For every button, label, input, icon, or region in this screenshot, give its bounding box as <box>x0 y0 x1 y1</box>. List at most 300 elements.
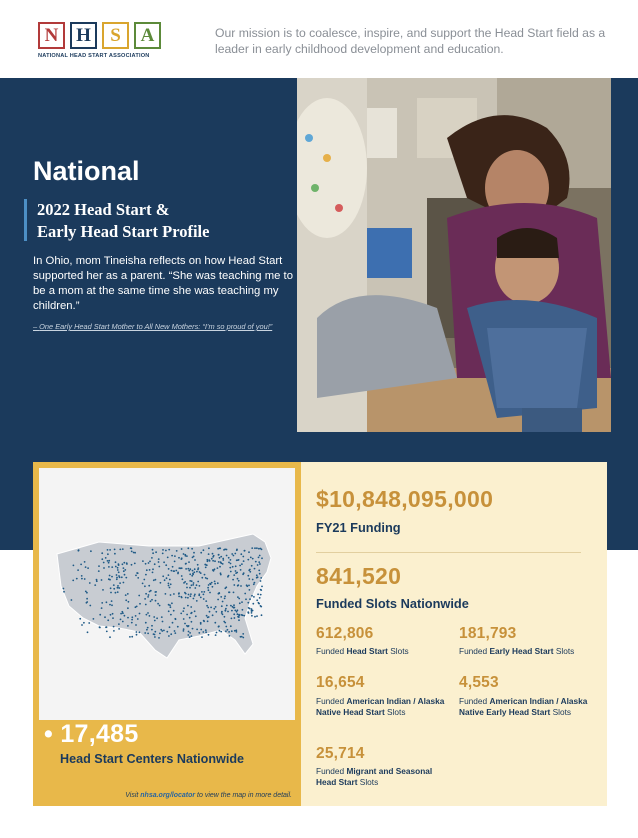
center-location-dot <box>241 601 243 603</box>
center-location-dot <box>152 549 154 551</box>
center-location-dot <box>117 567 119 569</box>
center-location-dot <box>135 615 137 617</box>
center-location-dot <box>256 599 258 601</box>
center-location-dot <box>117 585 119 587</box>
center-location-dot <box>226 555 228 557</box>
center-location-dot <box>189 617 191 619</box>
center-location-dot <box>136 572 138 574</box>
center-location-dot <box>147 596 149 598</box>
center-location-dot <box>164 579 166 581</box>
center-location-dot <box>212 614 214 616</box>
center-location-dot <box>159 605 161 607</box>
center-location-dot <box>208 616 210 618</box>
center-location-dot <box>96 579 98 581</box>
mission-statement: Our mission is to coalesce, inspire, and support the Head Start field as a leader in early childhood development and education. <box>215 26 606 56</box>
center-location-dot <box>121 611 123 613</box>
center-location-dot <box>168 574 170 576</box>
center-location-dot <box>235 565 237 567</box>
center-location-dot <box>219 630 221 632</box>
center-location-dot <box>84 578 86 580</box>
center-location-dot <box>83 622 85 624</box>
center-location-dot <box>237 613 239 615</box>
center-location-dot <box>108 578 110 580</box>
center-location-dot <box>251 612 253 614</box>
center-location-dot <box>192 557 194 559</box>
center-location-dot <box>111 600 113 602</box>
center-location-dot <box>215 634 217 636</box>
center-location-dot <box>188 561 190 563</box>
center-location-dot <box>260 577 262 579</box>
profile-subtitle-line1: 2022 Head Start & <box>37 200 170 219</box>
center-location-dot <box>183 618 185 620</box>
center-location-dot <box>158 558 160 560</box>
center-location-dot <box>103 562 105 564</box>
center-location-dot <box>123 570 125 572</box>
center-location-dot <box>160 582 162 584</box>
center-location-dot <box>259 573 261 575</box>
center-location-dot <box>190 593 192 595</box>
center-location-dot <box>99 614 101 616</box>
center-location-dot <box>197 567 199 569</box>
slots-label: Funded Slots Nationwide <box>316 596 469 611</box>
center-location-dot <box>168 635 170 637</box>
center-location-dot <box>212 553 214 555</box>
center-location-dot <box>139 613 141 615</box>
center-location-dot <box>217 582 219 584</box>
center-location-dot <box>89 605 91 607</box>
center-location-dot <box>201 591 203 593</box>
center-location-dot <box>81 575 83 577</box>
center-location-dot <box>169 604 171 606</box>
center-location-dot <box>208 584 210 586</box>
center-location-dot <box>188 594 190 596</box>
hs-slots-label <box>316 646 456 657</box>
center-location-dot <box>203 591 205 593</box>
center-location-dot <box>63 588 65 590</box>
center-location-dot <box>109 575 111 577</box>
center-location-dot <box>256 577 258 579</box>
center-location-dot <box>136 634 138 636</box>
center-location-dot <box>142 583 144 585</box>
center-location-dot <box>188 570 190 572</box>
migrant-slots-label-post: Slots <box>357 777 379 787</box>
center-location-dot <box>135 575 137 577</box>
center-location-dot <box>108 562 110 564</box>
center-location-dot <box>186 625 188 627</box>
center-location-dot <box>107 560 109 562</box>
center-location-dot <box>168 568 170 570</box>
center-location-dot <box>228 562 230 564</box>
hs-slots-value: 612,806 <box>316 625 374 642</box>
center-location-dot <box>154 631 156 633</box>
center-location-dot <box>234 617 236 619</box>
us-centers-map[interactable] <box>39 468 295 720</box>
center-location-dot <box>220 556 222 558</box>
center-location-dot <box>199 571 201 573</box>
center-location-dot <box>151 625 153 627</box>
center-location-dot <box>211 558 213 560</box>
center-location-dot <box>101 607 103 609</box>
center-location-dot <box>220 596 222 598</box>
center-location-dot <box>252 603 254 605</box>
center-location-dot <box>158 637 160 639</box>
center-location-dot <box>259 555 261 557</box>
center-location-dot <box>81 624 83 626</box>
center-location-dot <box>230 625 232 627</box>
center-location-dot <box>258 557 260 559</box>
us-map-graphic <box>39 468 295 720</box>
center-location-dot <box>248 551 250 553</box>
center-location-dot <box>207 587 209 589</box>
center-location-dot <box>166 631 168 633</box>
center-location-dot <box>117 569 119 571</box>
center-location-dot <box>117 591 119 593</box>
center-location-dot <box>116 577 118 579</box>
center-location-dot <box>218 626 220 628</box>
center-location-dot <box>198 632 200 634</box>
center-location-dot <box>247 575 249 577</box>
center-location-dot <box>205 631 207 633</box>
center-location-dot <box>233 584 235 586</box>
center-location-dot <box>191 612 193 614</box>
center-location-dot <box>112 613 114 615</box>
center-location-dot <box>154 563 156 565</box>
center-location-dot <box>149 591 151 593</box>
center-location-dot <box>174 630 176 632</box>
center-location-dot <box>153 579 155 581</box>
center-location-dot <box>171 570 173 572</box>
nhsa-logo <box>38 22 178 59</box>
center-location-dot <box>154 636 156 638</box>
center-location-dot <box>191 584 193 586</box>
center-location-dot <box>251 595 253 597</box>
center-location-dot <box>173 610 175 612</box>
center-location-dot <box>212 586 214 588</box>
center-location-dot <box>147 633 149 635</box>
center-location-dot <box>188 625 190 627</box>
center-location-dot <box>248 569 250 571</box>
center-location-dot <box>231 553 233 555</box>
center-location-dot <box>204 574 206 576</box>
center-location-dot <box>169 587 171 589</box>
center-location-dot <box>212 569 214 571</box>
center-location-dot <box>87 631 89 633</box>
center-location-dot <box>172 566 174 568</box>
center-location-dot <box>243 615 245 617</box>
center-location-dot <box>200 623 202 625</box>
center-location-dot <box>117 587 119 589</box>
center-location-dot <box>197 564 199 566</box>
center-location-dot <box>260 589 262 591</box>
center-location-dot <box>251 615 253 617</box>
center-location-dot <box>161 630 163 632</box>
center-location-dot <box>144 598 146 600</box>
center-location-dot <box>231 618 233 620</box>
center-location-dot <box>111 576 113 578</box>
center-location-dot <box>171 602 173 604</box>
center-location-dot <box>168 549 170 551</box>
center-location-dot <box>232 579 234 581</box>
center-location-dot <box>168 585 170 587</box>
center-location-dot <box>254 582 256 584</box>
ehs-slots-label-post: Slots <box>553 646 575 656</box>
center-location-dot <box>185 597 187 599</box>
center-location-dot <box>214 568 216 570</box>
center-location-dot <box>145 622 147 624</box>
center-location-dot <box>63 591 65 593</box>
center-location-dot <box>152 552 154 554</box>
center-location-dot <box>102 589 104 591</box>
center-location-dot <box>174 632 176 634</box>
center-location-dot <box>113 626 115 628</box>
center-location-dot <box>234 610 236 612</box>
center-location-dot <box>124 569 126 571</box>
center-location-dot <box>237 609 239 611</box>
center-location-dot <box>260 605 262 607</box>
center-location-dot <box>228 575 230 577</box>
map-locator-note <box>60 792 292 799</box>
center-location-dot <box>118 575 120 577</box>
ehs-slots-label-bold: Early Head Start <box>489 646 554 656</box>
center-location-dot <box>260 594 262 596</box>
center-location-dot <box>237 585 239 587</box>
center-location-dot <box>257 564 259 566</box>
logo-block-n: N <box>38 22 65 49</box>
center-location-dot <box>115 561 117 563</box>
center-location-dot <box>152 568 154 570</box>
center-location-dot <box>86 598 88 600</box>
center-location-dot <box>248 607 250 609</box>
center-location-dot <box>181 575 183 577</box>
center-location-dot <box>176 550 178 552</box>
center-location-dot <box>234 630 236 632</box>
center-location-dot <box>196 629 198 631</box>
center-location-dot <box>106 631 108 633</box>
center-location-dot <box>144 632 146 634</box>
aian-hs-slots-label-bold: American Indian / Alaska Native Head Start <box>316 696 445 717</box>
center-location-dot <box>219 547 221 549</box>
center-location-dot <box>145 604 147 606</box>
center-location-dot <box>254 616 256 618</box>
center-location-dot <box>134 563 136 565</box>
center-location-dot <box>215 606 217 608</box>
migrant-slots-label <box>316 766 446 788</box>
center-location-dot <box>131 636 133 638</box>
locator-link[interactable]: nhsa.org/locator <box>140 792 196 799</box>
center-location-dot <box>198 593 200 595</box>
center-location-dot <box>242 609 244 611</box>
center-location-dot <box>185 563 187 565</box>
center-location-dot <box>131 551 133 553</box>
center-location-dot <box>122 563 124 565</box>
center-location-dot <box>185 568 187 570</box>
center-location-dot <box>109 549 111 551</box>
center-location-dot <box>107 619 109 621</box>
center-location-dot <box>72 580 74 582</box>
center-location-dot <box>170 614 172 616</box>
center-location-dot <box>104 616 106 618</box>
center-location-dot <box>129 636 131 638</box>
center-location-dot <box>230 605 232 607</box>
center-location-dot <box>208 559 210 561</box>
page-header <box>0 0 638 78</box>
logo-block-s: S <box>102 22 129 49</box>
center-location-dot <box>220 631 222 633</box>
center-location-dot <box>124 615 126 617</box>
center-location-dot <box>154 591 156 593</box>
center-location-dot <box>192 584 194 586</box>
center-location-dot <box>165 550 167 552</box>
center-location-dot <box>187 634 189 636</box>
center-location-dot <box>251 610 253 612</box>
center-location-dot <box>240 553 242 555</box>
center-location-dot <box>79 618 81 620</box>
logo-block-h: H <box>70 22 97 49</box>
center-location-dot <box>187 568 189 570</box>
center-location-dot <box>165 593 167 595</box>
center-location-dot <box>205 564 207 566</box>
center-location-dot <box>203 598 205 600</box>
center-location-dot <box>186 614 188 616</box>
center-location-dot <box>105 557 107 559</box>
center-location-dot <box>238 598 240 600</box>
center-location-dot <box>173 570 175 572</box>
center-location-dot <box>182 578 184 580</box>
center-location-dot <box>194 587 196 589</box>
center-location-dot <box>253 583 255 585</box>
center-location-dot <box>170 606 172 608</box>
center-location-dot <box>248 578 250 580</box>
center-location-dot <box>205 577 207 579</box>
center-location-dot <box>113 588 115 590</box>
center-location-dot <box>259 597 261 599</box>
center-location-dot <box>85 566 87 568</box>
center-location-dot <box>183 630 185 632</box>
aian-hs-slots-value: 16,654 <box>316 674 365 691</box>
center-location-dot <box>223 621 225 623</box>
center-location-dot <box>187 605 189 607</box>
center-location-dot <box>145 593 147 595</box>
center-location-dot <box>191 548 193 550</box>
center-location-dot <box>148 594 150 596</box>
center-location-dot <box>191 621 193 623</box>
quote-citation[interactable] <box>33 322 295 332</box>
center-location-dot <box>245 598 247 600</box>
center-location-dot <box>162 621 164 623</box>
center-location-dot <box>125 594 127 596</box>
center-location-dot <box>206 559 208 561</box>
center-location-dot <box>191 635 193 637</box>
parent-quote: In Ohio, mom Tineisha reflects on how Head Start supported her as a parent. “She was teaching me to be a mom at the same time she was teaching my children.” <box>33 255 293 312</box>
center-location-dot <box>118 628 120 630</box>
center-location-dot <box>101 558 103 560</box>
center-location-dot <box>115 592 117 594</box>
center-location-dot <box>261 549 263 551</box>
center-location-dot <box>194 568 196 570</box>
citation-link[interactable]: One Early Head Start Mother to All New Mothers: “I’m so proud of you!” <box>39 322 273 331</box>
map-note-suffix: to view the map in more detail. <box>195 792 292 799</box>
center-location-dot <box>242 633 244 635</box>
hs-slots-label-post: Slots <box>387 646 409 656</box>
center-location-dot <box>223 549 225 551</box>
center-location-dot <box>120 613 122 615</box>
center-location-dot <box>213 608 215 610</box>
center-location-dot <box>127 593 129 595</box>
center-location-dot <box>162 575 164 577</box>
center-location-dot <box>236 549 238 551</box>
center-location-dot <box>259 563 261 565</box>
center-location-dot <box>244 550 246 552</box>
center-location-dot <box>122 548 124 550</box>
funding-value: $10,848,095,000 <box>316 486 494 512</box>
center-location-dot <box>261 557 263 559</box>
center-location-dot <box>180 613 182 615</box>
center-location-dot <box>125 577 127 579</box>
center-location-dot <box>203 549 205 551</box>
center-location-dot <box>78 550 80 552</box>
center-location-dot <box>248 585 250 587</box>
center-location-dot <box>233 555 235 557</box>
center-location-dot <box>254 568 256 570</box>
center-location-dot <box>131 616 133 618</box>
center-location-dot <box>256 547 258 549</box>
center-location-dot <box>81 578 83 580</box>
center-location-dot <box>153 616 155 618</box>
aian-ehs-slots-label-post: Slots <box>550 707 572 717</box>
center-location-dot <box>154 620 156 622</box>
center-location-dot <box>114 553 116 555</box>
center-location-dot <box>192 570 194 572</box>
logo-letter-blocks <box>38 22 178 49</box>
center-location-dot <box>242 637 244 639</box>
center-location-dot <box>192 628 194 630</box>
center-location-dot <box>170 633 172 635</box>
center-location-dot <box>238 616 240 618</box>
center-location-dot <box>224 595 226 597</box>
center-location-dot <box>71 599 73 601</box>
center-location-dot <box>163 630 165 632</box>
center-location-dot <box>235 570 237 572</box>
center-location-dot <box>125 599 127 601</box>
center-location-dot <box>256 574 258 576</box>
center-location-dot <box>131 619 133 621</box>
center-location-dot <box>193 598 195 600</box>
center-location-dot <box>162 549 164 551</box>
center-location-dot <box>169 626 171 628</box>
center-location-dot <box>253 596 255 598</box>
center-location-dot <box>257 593 259 595</box>
center-location-dot <box>209 592 211 594</box>
center-location-dot <box>229 635 231 637</box>
center-location-dot <box>183 628 185 630</box>
center-location-dot <box>214 622 216 624</box>
center-location-dot <box>230 571 232 573</box>
center-location-dot <box>174 618 176 620</box>
center-location-dot <box>261 586 263 588</box>
center-location-dot <box>110 614 112 616</box>
center-location-dot <box>180 596 182 598</box>
center-location-dot <box>170 583 172 585</box>
center-location-dot <box>206 615 208 617</box>
center-location-dot <box>166 577 168 579</box>
center-location-dot <box>174 555 176 557</box>
center-location-dot <box>181 548 183 550</box>
center-location-dot <box>108 560 110 562</box>
center-location-dot <box>156 617 158 619</box>
center-location-dot <box>177 626 179 628</box>
aian-ehs-slots-label-pre: Funded <box>459 696 490 706</box>
center-location-dot <box>214 581 216 583</box>
